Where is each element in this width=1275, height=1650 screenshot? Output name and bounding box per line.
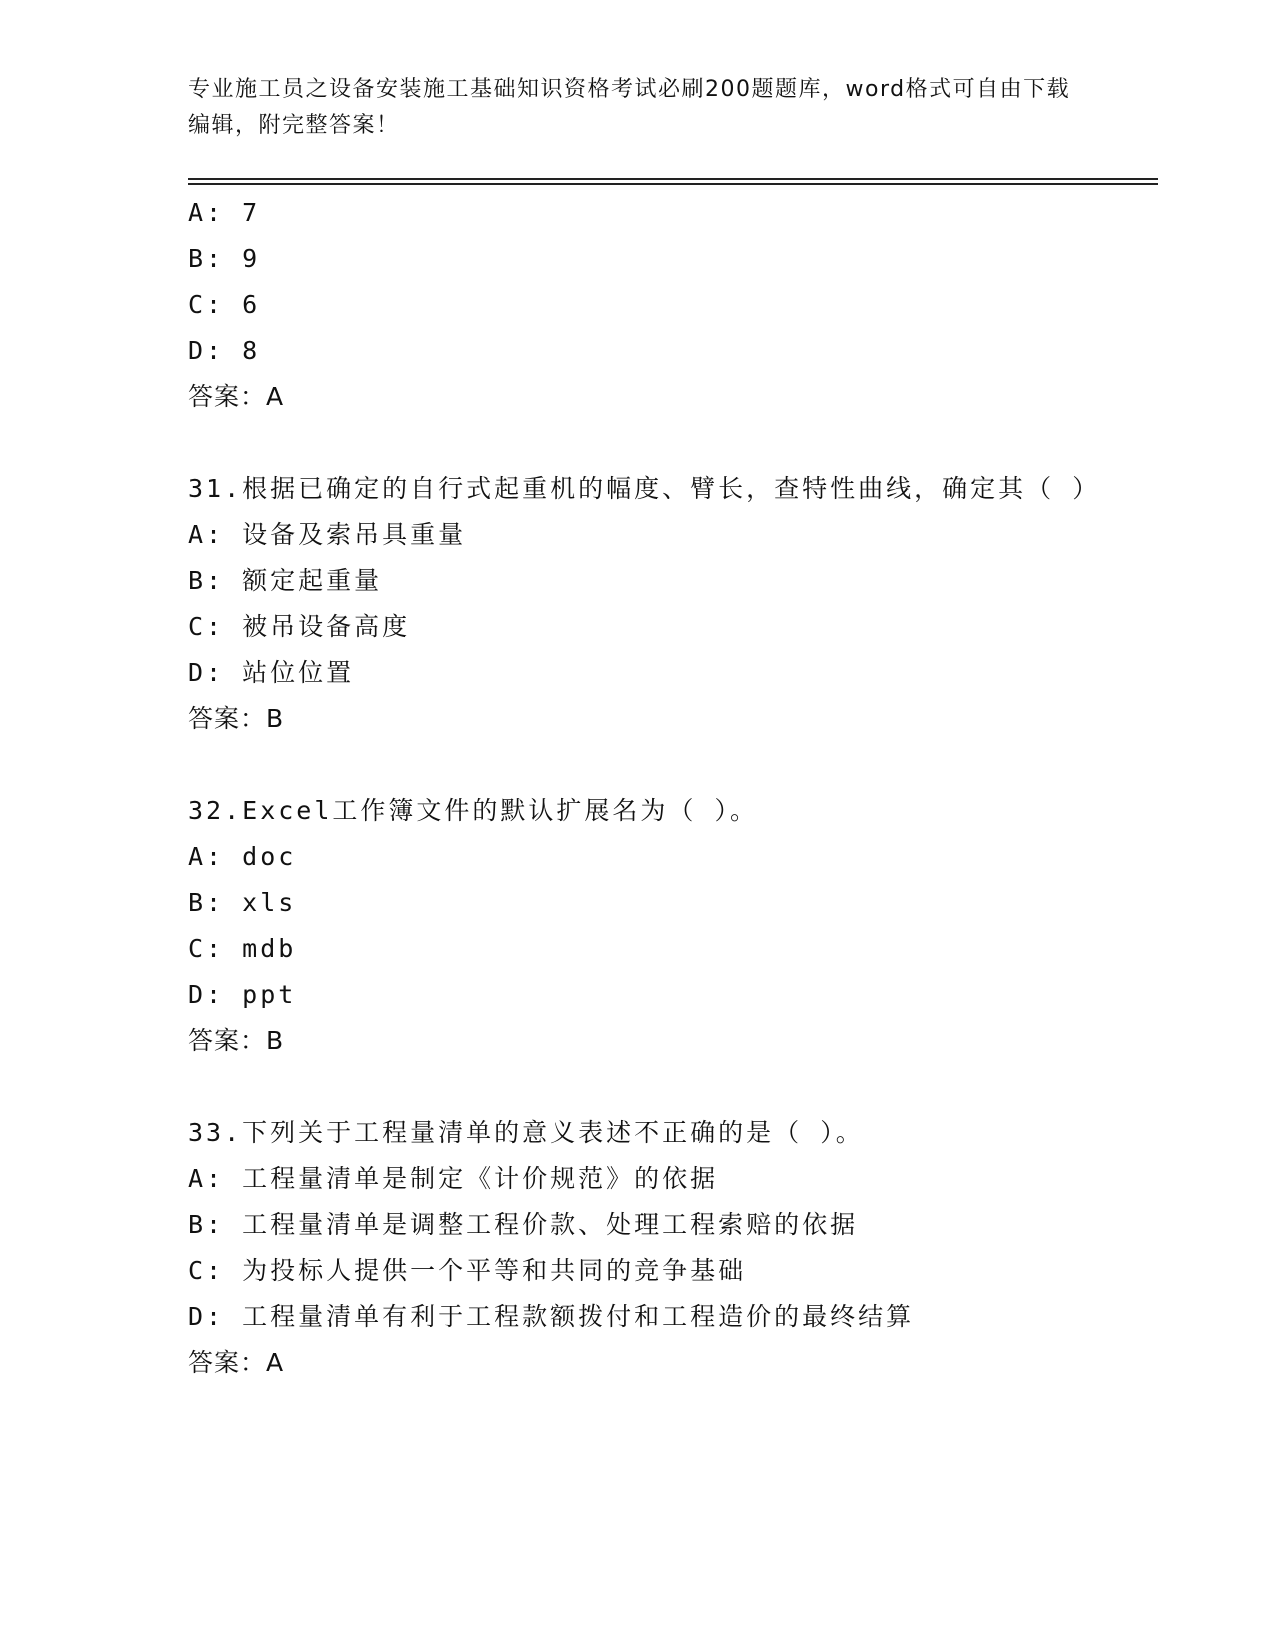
header-divider-top — [188, 178, 1158, 180]
question-title: 32.Excel工作簿文件的默认扩展名为（ ）。 — [188, 796, 758, 825]
option-b: B: xls — [188, 888, 297, 917]
spacer — [188, 1064, 1088, 1110]
option-c: C: mdb — [188, 934, 297, 963]
answer-text: 答案：B — [188, 1026, 285, 1055]
option-a: A: 7 — [188, 198, 261, 227]
header-divider-bottom — [188, 183, 1158, 185]
spacer — [188, 742, 1088, 788]
answer-text: 答案：A — [188, 382, 285, 411]
document-header: 专业施工员之设备安装施工基础知识资格考试必刷200题题库，word格式可自由下载编辑，附完整答案！ — [188, 77, 1071, 138]
question-title: 31.根据已确定的自行式起重机的幅度、臂长，查特性曲线，确定其（ ） — [188, 474, 1101, 503]
option-c: C: 被吊设备高度 — [188, 612, 411, 641]
option-a: A: doc — [188, 842, 297, 871]
option-b: B: 工程量清单是调整工程价款、处理工程索赔的依据 — [188, 1210, 859, 1239]
answer-text: 答案：B — [188, 704, 285, 733]
option-d: D: 站位位置 — [188, 658, 355, 687]
question-title: 33.下列关于工程量清单的意义表述不正确的是（ ）。 — [188, 1118, 864, 1147]
answer-text: 答案：A — [188, 1348, 285, 1377]
option-d: D: ppt — [188, 980, 297, 1009]
option-b: B: 9 — [188, 244, 261, 273]
option-c: C: 为投标人提供一个平等和共同的竞争基础 — [188, 1256, 747, 1285]
option-d: D: 8 — [188, 336, 261, 365]
question-block-32 — [188, 788, 1088, 1064]
question-block-30 — [188, 190, 1088, 420]
option-c: C: 6 — [188, 290, 261, 319]
option-a: A: 工程量清单是制定《计价规范》的依据 — [188, 1164, 719, 1193]
question-block-31 — [188, 466, 1101, 742]
option-b: B: 额定起重量 — [188, 566, 383, 595]
option-d: D: 工程量清单有利于工程款额拨付和工程造价的最终结算 — [188, 1302, 915, 1331]
question-list — [188, 190, 1101, 1386]
question-block-33 — [188, 1110, 1088, 1386]
option-a: A: 设备及索吊具重量 — [188, 520, 467, 549]
spacer — [188, 420, 1088, 466]
